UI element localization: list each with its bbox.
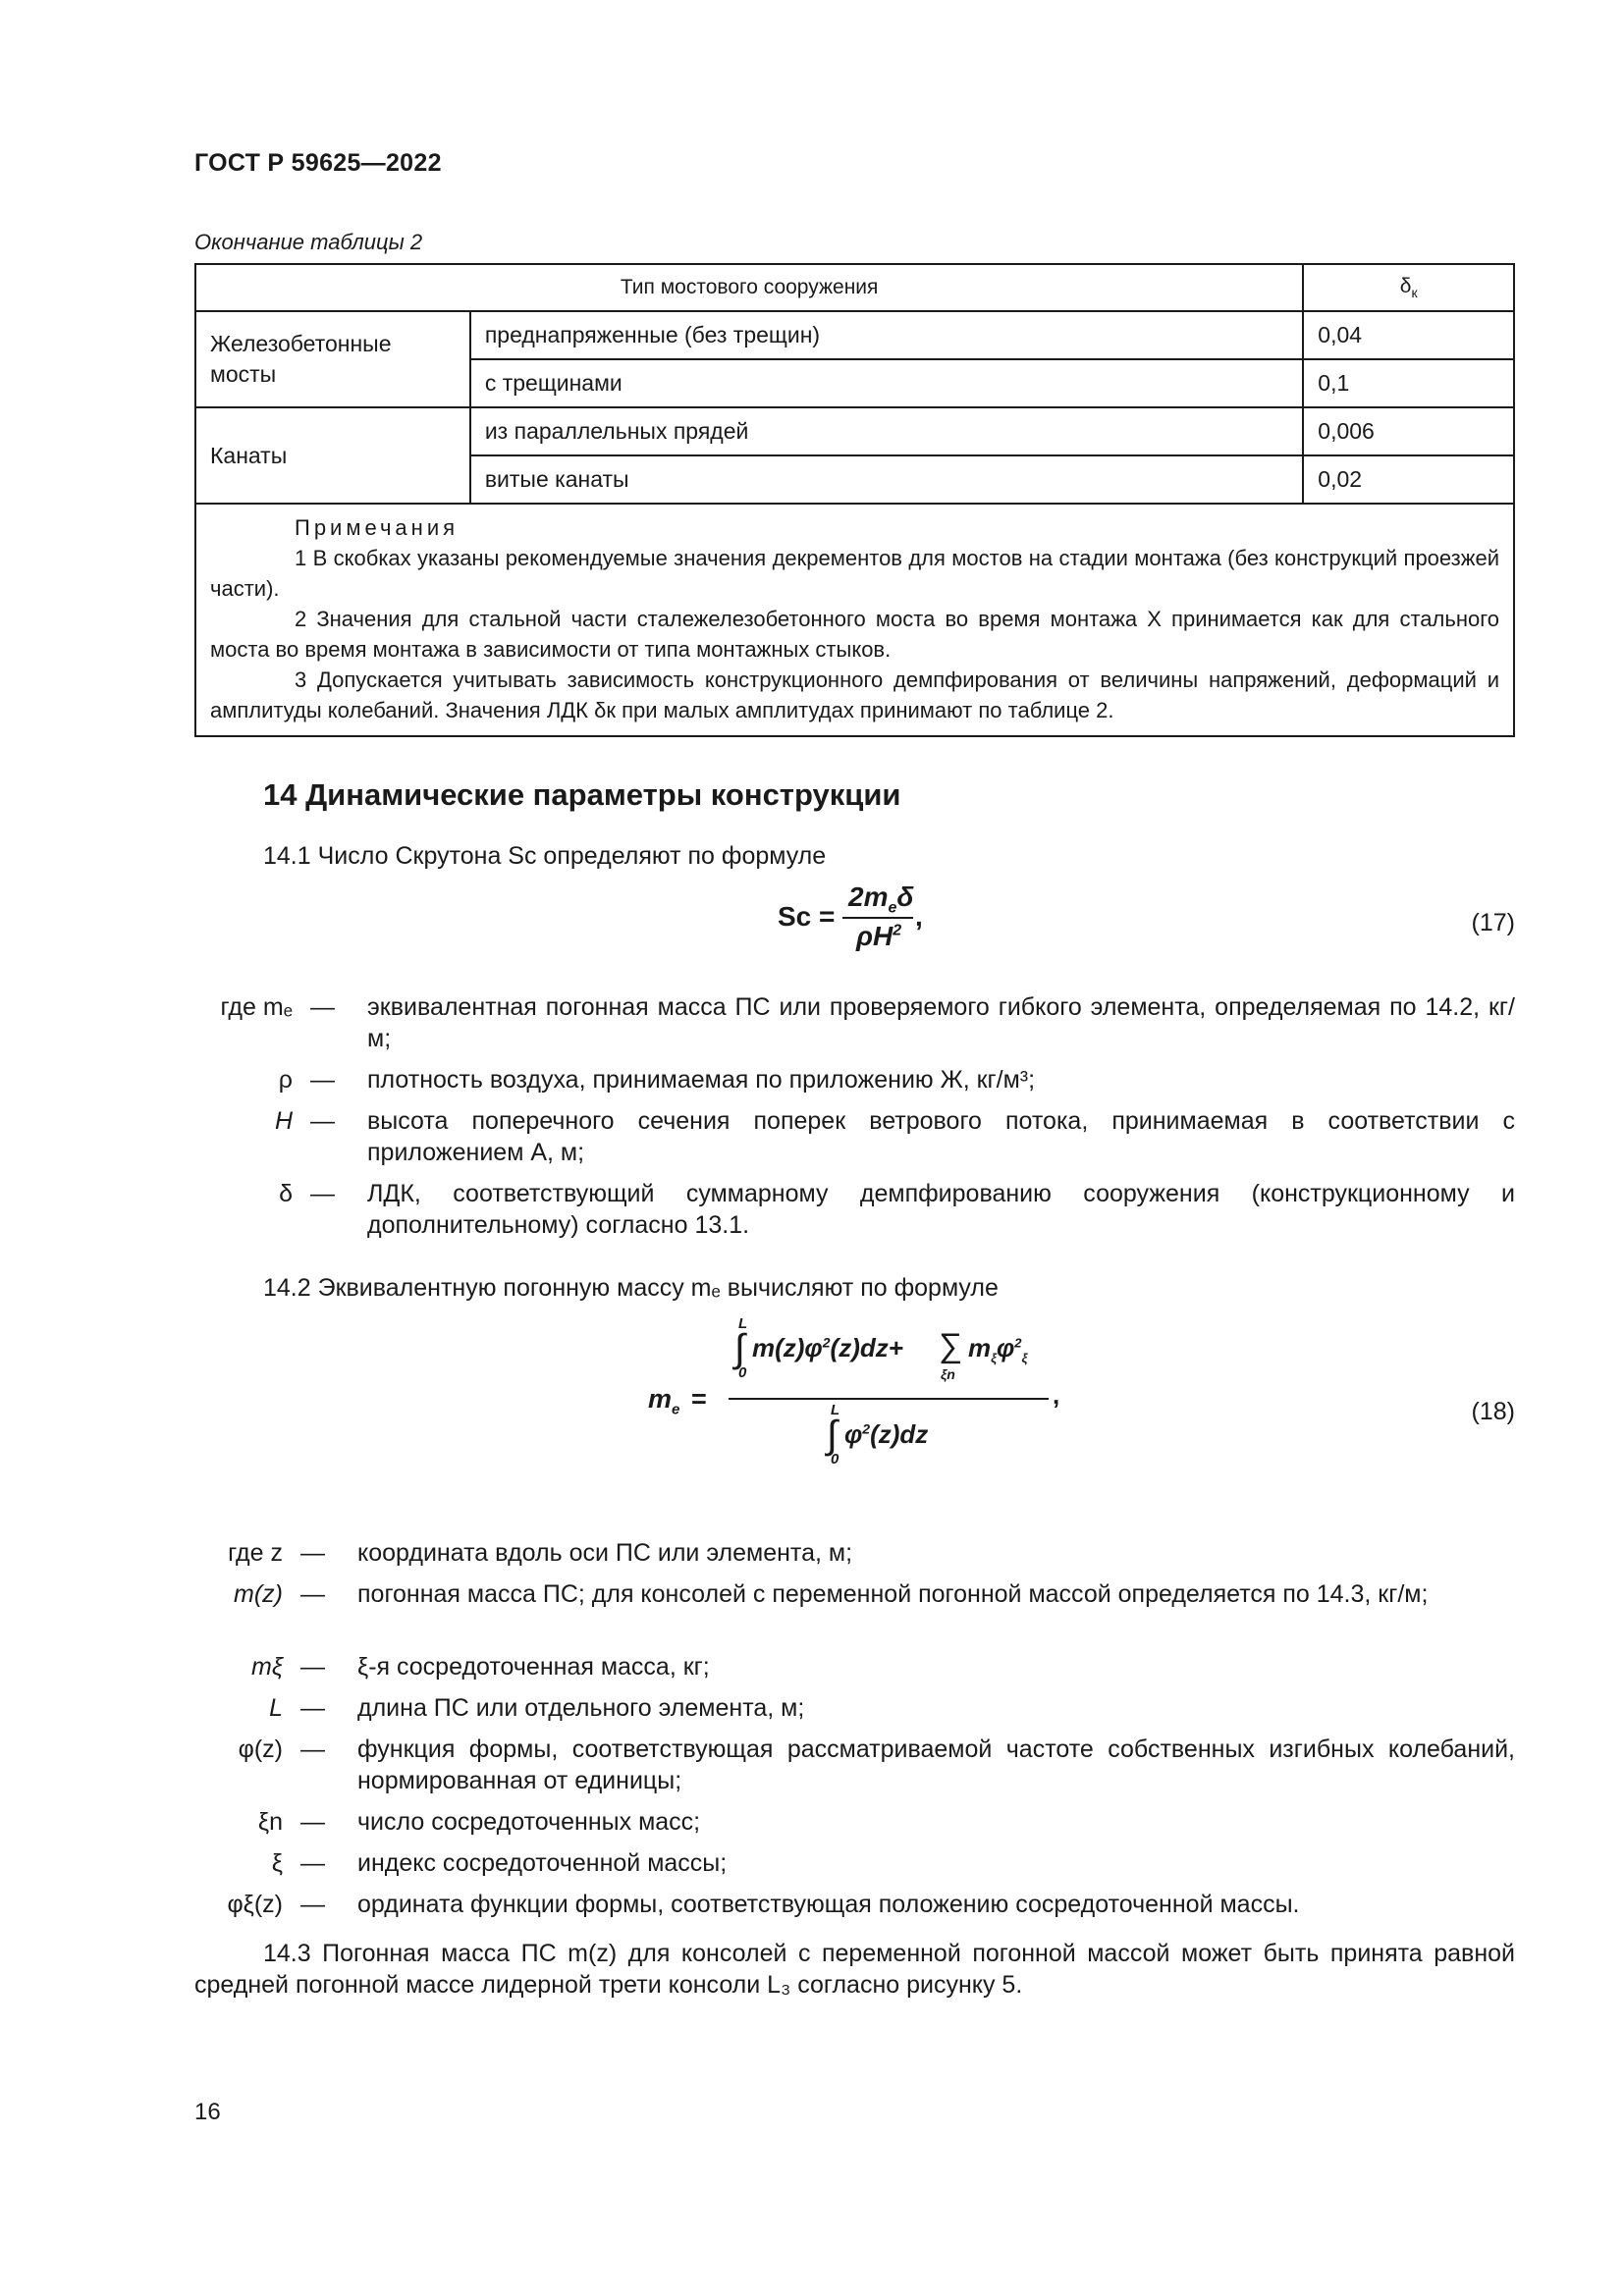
section-title: 14 Динамические параметры конструкции — [263, 777, 901, 812]
definition-item: δ — ЛДК, соответствующий суммарному демпфированию сооружения (конструкционному и дополнительному) согласно 13.1. — [194, 1178, 1515, 1251]
value-cell: 0,04 — [1303, 311, 1514, 359]
paragraph-14-3: 14.3 Погонная масса ПС m(z) для консолей с переменной погонной массой может быть принята равной средней погонной массе лидерной трети консоли L₃ согласно рисунку 5. — [194, 1940, 1515, 1999]
definition-symbol: L — [269, 1694, 283, 1722]
definition-symbol: ξ — [271, 1849, 283, 1877]
note-1: 1 В скобках указаны рекомендуемые значения декрементов для мостов на стадии монтажа (без конструкций проезжей части). — [210, 546, 1499, 601]
definition-text: координата вдоль оси ПС или элемента, м; — [357, 1539, 853, 1567]
document-id: ГОСТ Р 59625—2022 — [194, 149, 442, 177]
group-cell: Канаты — [195, 407, 470, 504]
definitions-list-1 — [194, 991, 1515, 1251]
table-row — [195, 407, 1514, 455]
definition-item: φ(z) — функция формы, соответствующая рассматриваемой частоте собственных изгибных колебаний, нормированная от единицы; — [194, 1734, 1515, 1806]
formula-18: $m_e$ = L ∫ 0 $m(z)\varphi^2(z)dz+$ ∑ ξn $m_\xi\varphi^2_\xi$ L ∫ 0 $\varphi^2(z)dz$ , — [648, 1315, 1060, 1468]
table-caption: Окончание таблицы 2 — [194, 230, 423, 254]
definition-symbol: H — [274, 1107, 293, 1135]
col-header-type: Тип мостового сооружения — [195, 264, 1303, 311]
definition-item: H — высота поперечного сечения поперек ветрового потока, принимаемая в соответствии с приложением А, м; — [194, 1105, 1515, 1178]
definition-item: L — длина ПС или отдельного элемента, м; — [194, 1692, 1515, 1734]
definition-symbol: где mₑ — [220, 993, 293, 1021]
notes-cell — [195, 504, 1514, 736]
definition-text: ордината функции формы, соответствующая положению сосредоточенной массы. — [357, 1891, 1300, 1918]
definition-text: ЛДК, соответствующий суммарному демпфированию сооружения (конструкционному и дополнительному) согласно 13.1. — [367, 1180, 1515, 1239]
definition-text: погонная масса ПС; для консолей с переменной погонной массой определяется по 14.3, кг/м; — [357, 1580, 1429, 1608]
definition-text: эквивалентная погонная масса ПС или проверяемого гибкого элемента, определяемая по 14.2, кг/м; — [367, 993, 1515, 1052]
definition-text: длина ПС или отдельного элемента, м; — [357, 1694, 805, 1722]
type-cell: с трещинами — [470, 359, 1303, 407]
definition-symbol: δ — [279, 1180, 293, 1207]
definition-item: где z — координата вдоль оси ПС или элемента, м; — [194, 1537, 1515, 1578]
definition-text: функция формы, соответствующая рассматриваемой частоте собственных изгибных колебаний, нормированная от единицы; — [357, 1735, 1515, 1794]
table-row — [195, 311, 1514, 359]
value-cell: 0,1 — [1303, 359, 1514, 407]
type-cell: витые канаты — [470, 455, 1303, 504]
definition-symbol: m(z) — [234, 1580, 283, 1608]
definition-text: индекс сосредоточенной массы; — [357, 1849, 728, 1877]
definition-text: плотность воздуха, принимаемая по приложению Ж, кг/м³; — [367, 1066, 1036, 1094]
value-cell: 0,006 — [1303, 407, 1514, 455]
definition-symbol: mξ — [251, 1653, 283, 1681]
note-3: 3 Допускается учитывать зависимость конструкционного демпфирования от величины напряжений, деформаций и амплитуды колебаний. Значения ЛДК δк при малых амплитудах принимают по таблице 2. — [210, 667, 1499, 722]
col-header-delta: $\delta_к$ — [1303, 264, 1514, 311]
definition-item: ξ — индекс сосредоточенной массы; — [194, 1847, 1515, 1889]
definitions-list-2 — [194, 1537, 1515, 1930]
value-cell: 0,02 — [1303, 455, 1514, 504]
definition-item: m(z) — погонная масса ПС; для консолей с переменной погонной массой определяется по 14.3, кг/м; — [194, 1578, 1515, 1651]
page-number: 16 — [194, 2099, 221, 2125]
paragraph-14-1: 14.1 Число Скрутона Sc определяют по формуле — [263, 842, 827, 870]
equation-number-17: (17) — [1471, 909, 1515, 936]
equation-number-18: (18) — [1471, 1398, 1515, 1425]
definition-symbol: ξn — [257, 1808, 283, 1836]
type-cell: преднапряженные (без трещин) — [470, 311, 1303, 359]
definition-symbol: ρ — [278, 1066, 293, 1094]
definition-item: ρ — плотность воздуха, принимаемая по приложению Ж, кг/м³; — [194, 1064, 1515, 1105]
definition-item: mξ — ξ-я сосредоточенная масса, кг; — [194, 1651, 1515, 1692]
definition-text: ξ-я сосредоточенная масса, кг; — [357, 1653, 710, 1681]
definition-text: высота поперечного сечения поперек ветрового потока, принимаемая в соответствии с приложением А, м; — [367, 1107, 1515, 1166]
definition-item: φξ(z) — ордината функции формы, соответствующая положению сосредоточенной массы. — [194, 1889, 1515, 1930]
group-cell: Железобетонные мосты — [195, 311, 470, 407]
type-cell: из параллельных прядей — [470, 407, 1303, 455]
definition-item: ξn — число сосредоточенных масс; — [194, 1806, 1515, 1847]
notes-row — [195, 504, 1514, 736]
definition-symbol: где z — [228, 1539, 283, 1567]
definition-symbol: φ(z) — [238, 1735, 283, 1763]
paragraph-14-2: 14.2 Эквивалентную погонную массу mₑ вычисляют по формуле — [263, 1274, 999, 1302]
note-2: 2 Значения для стальной части сталежелезобетонного моста во время монтажа X принимается как для стального моста во время монтажа в зависимости от типа монтажных стыков. — [210, 607, 1499, 662]
table-header-row — [195, 264, 1514, 311]
definition-text: число сосредоточенных масс; — [357, 1808, 701, 1836]
definition-item: где mₑ — эквивалентная погонная масса ПС или проверяемого гибкого элемента, определяемая по 14.2, кг/м; — [194, 991, 1515, 1064]
notes-title: Примечания — [295, 515, 460, 540]
formula-17: Sc = $2m_e\delta$ $\rho H^2$ , — [778, 881, 923, 951]
definition-symbol: φξ(z) — [227, 1891, 283, 1918]
damping-table — [194, 263, 1515, 737]
